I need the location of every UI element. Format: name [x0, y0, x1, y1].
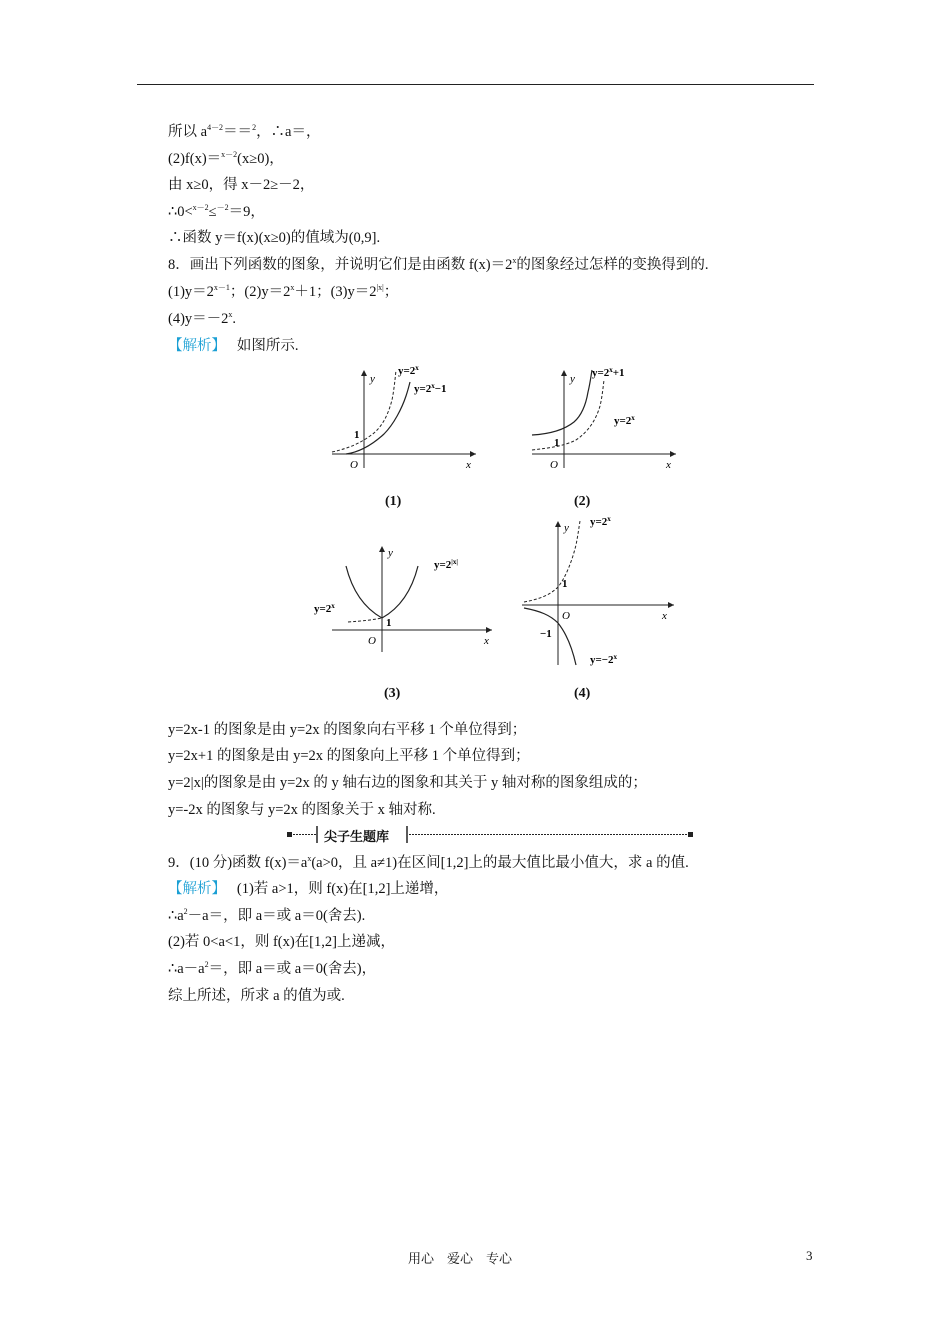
x-axis-arrow [486, 627, 492, 633]
text-line: $\therefore a^2-a=$，即 a＝或 a＝0(舍去). [168, 907, 366, 924]
text-line: ∴0<$^{x-2}$≤$^{-2}$＝9， [168, 203, 265, 220]
page-footer: 用心 爱心 专心 [408, 1252, 513, 1267]
label-y-2x: $y=2^x$ [614, 414, 635, 427]
origin-label: O [350, 459, 358, 470]
graph-2-caption: (2) [574, 494, 591, 509]
y-axis-arrow [561, 370, 567, 376]
origin-label: O [550, 459, 558, 470]
axis-label-y: y [370, 373, 375, 385]
axis-label-x: x [666, 459, 671, 470]
curve-2x-left [348, 618, 382, 622]
curve-2x [524, 521, 580, 602]
header-rule [137, 84, 814, 85]
analysis-line: 【解析】 (1)若 a>1，则 f(x)在[1,2]上递增， [168, 881, 449, 897]
explanation-line: y=2x-1 的图象是由 y=2x 的图象向右平移 1 个单位得到； [168, 722, 527, 738]
page-number: 3 [806, 1248, 813, 1263]
graph-1 [330, 360, 480, 470]
label-y-2x: $y=2^x$ [314, 602, 335, 615]
graph-3-caption: (3) [384, 686, 401, 701]
text-line: $(1)y=2^{x-1}$；$(2)y=2^x+1$；$(3)y=2^{|x|}$； [168, 283, 399, 300]
text-line: 由 x≥0，得 x－2≥－2， [168, 177, 315, 193]
text-line: ∴函数 y＝f(x)(x≥0)的值域为(0,9]. [168, 230, 381, 246]
x-axis-arrow [668, 602, 674, 608]
axis-label-y: y [570, 373, 575, 385]
label-y-2x-minus-1: $y=2^x-1$ [414, 382, 447, 395]
label-y-2x: $y=2^x$ [590, 515, 611, 528]
axis-label-x: x [484, 635, 489, 647]
y-axis-arrow [361, 370, 367, 376]
curve-2x-plus-1 [532, 370, 592, 435]
label-y-neg-2x: $y=-2^x$ [590, 653, 618, 666]
graph-4-caption: (4) [574, 686, 591, 701]
explanation-line: y=-2x 的图象与 y=2x 的图象关于 x 轴对称. [168, 802, 436, 818]
label-y-2x-plus-1: $y=2^x+1$ [592, 366, 625, 379]
axis-label-x: x [662, 610, 667, 622]
tick-one: 1 [354, 429, 360, 441]
origin-label: O [562, 610, 570, 622]
tick-one: 1 [562, 578, 568, 590]
origin-label: O [368, 635, 376, 647]
text-line: (2)若 0<a<1，则 f(x)在[1,2]上递减， [168, 934, 395, 950]
axis-label-y: y [388, 547, 393, 559]
tick-neg-one: −1 [540, 628, 552, 640]
text-line: $(4)y=-2^x$. [168, 310, 237, 327]
axis-label-x: x [466, 459, 471, 470]
question-8: 8．画出下列函数的图象，并说明它们是由函数 $f(x)=2^x$的图象经过怎样的变换得到的. [168, 256, 709, 273]
label-y-2x: $y=2^x$ [398, 364, 419, 377]
x-axis-arrow [670, 451, 676, 457]
label-y-2-abs-x: $y=2^{|x|}$ [434, 558, 458, 571]
analysis-tag: 【解析】 [168, 338, 226, 354]
analysis-line: 【解析】 如图所示. [168, 338, 299, 354]
explanation-line: y=2x+1 的图象是由 y=2x 的图象向上平移 1 个单位得到； [168, 748, 530, 764]
graph-1-caption: (1) [385, 494, 402, 509]
text-line: $\therefore a-a^2=$，即 a＝或 a＝0(舍去)， [168, 960, 377, 977]
curve-2x [532, 380, 604, 450]
question-9: 9．(10 分)函数 $f(x)=a^x(a>0$，且 a≠1)在区间[1,2]上的最大值比最小值大，求 a 的值. [168, 854, 689, 871]
graph-4 [520, 515, 680, 670]
y-axis-arrow [379, 546, 385, 552]
banner-title: 尖子生题库 [320, 826, 393, 845]
text-line: 综上所述，所求 a 的值为或. [168, 988, 345, 1004]
graph-2 [530, 360, 680, 470]
tick-one: 1 [554, 437, 560, 449]
text-line: (2)f(x)＝$^{x-2}$(x≥0)， [168, 150, 284, 167]
banner-right-square [688, 832, 693, 837]
curve-2x-minus-1 [346, 382, 410, 454]
banner-left-square [287, 832, 292, 837]
analysis-tag: 【解析】 [168, 881, 226, 897]
axis-label-y: y [564, 522, 569, 534]
y-axis-arrow [555, 521, 561, 527]
explanation-line: y=2|x|的图象是由 y=2x 的 y 轴右边的图象和其关于 y 轴对称的图象组成的； [168, 775, 647, 791]
x-axis-arrow [470, 451, 476, 457]
graph-3 [312, 540, 497, 655]
text-line: 所以 $a^{4-2}==^2$，∴a＝， [168, 123, 321, 140]
tick-one: 1 [386, 617, 392, 629]
